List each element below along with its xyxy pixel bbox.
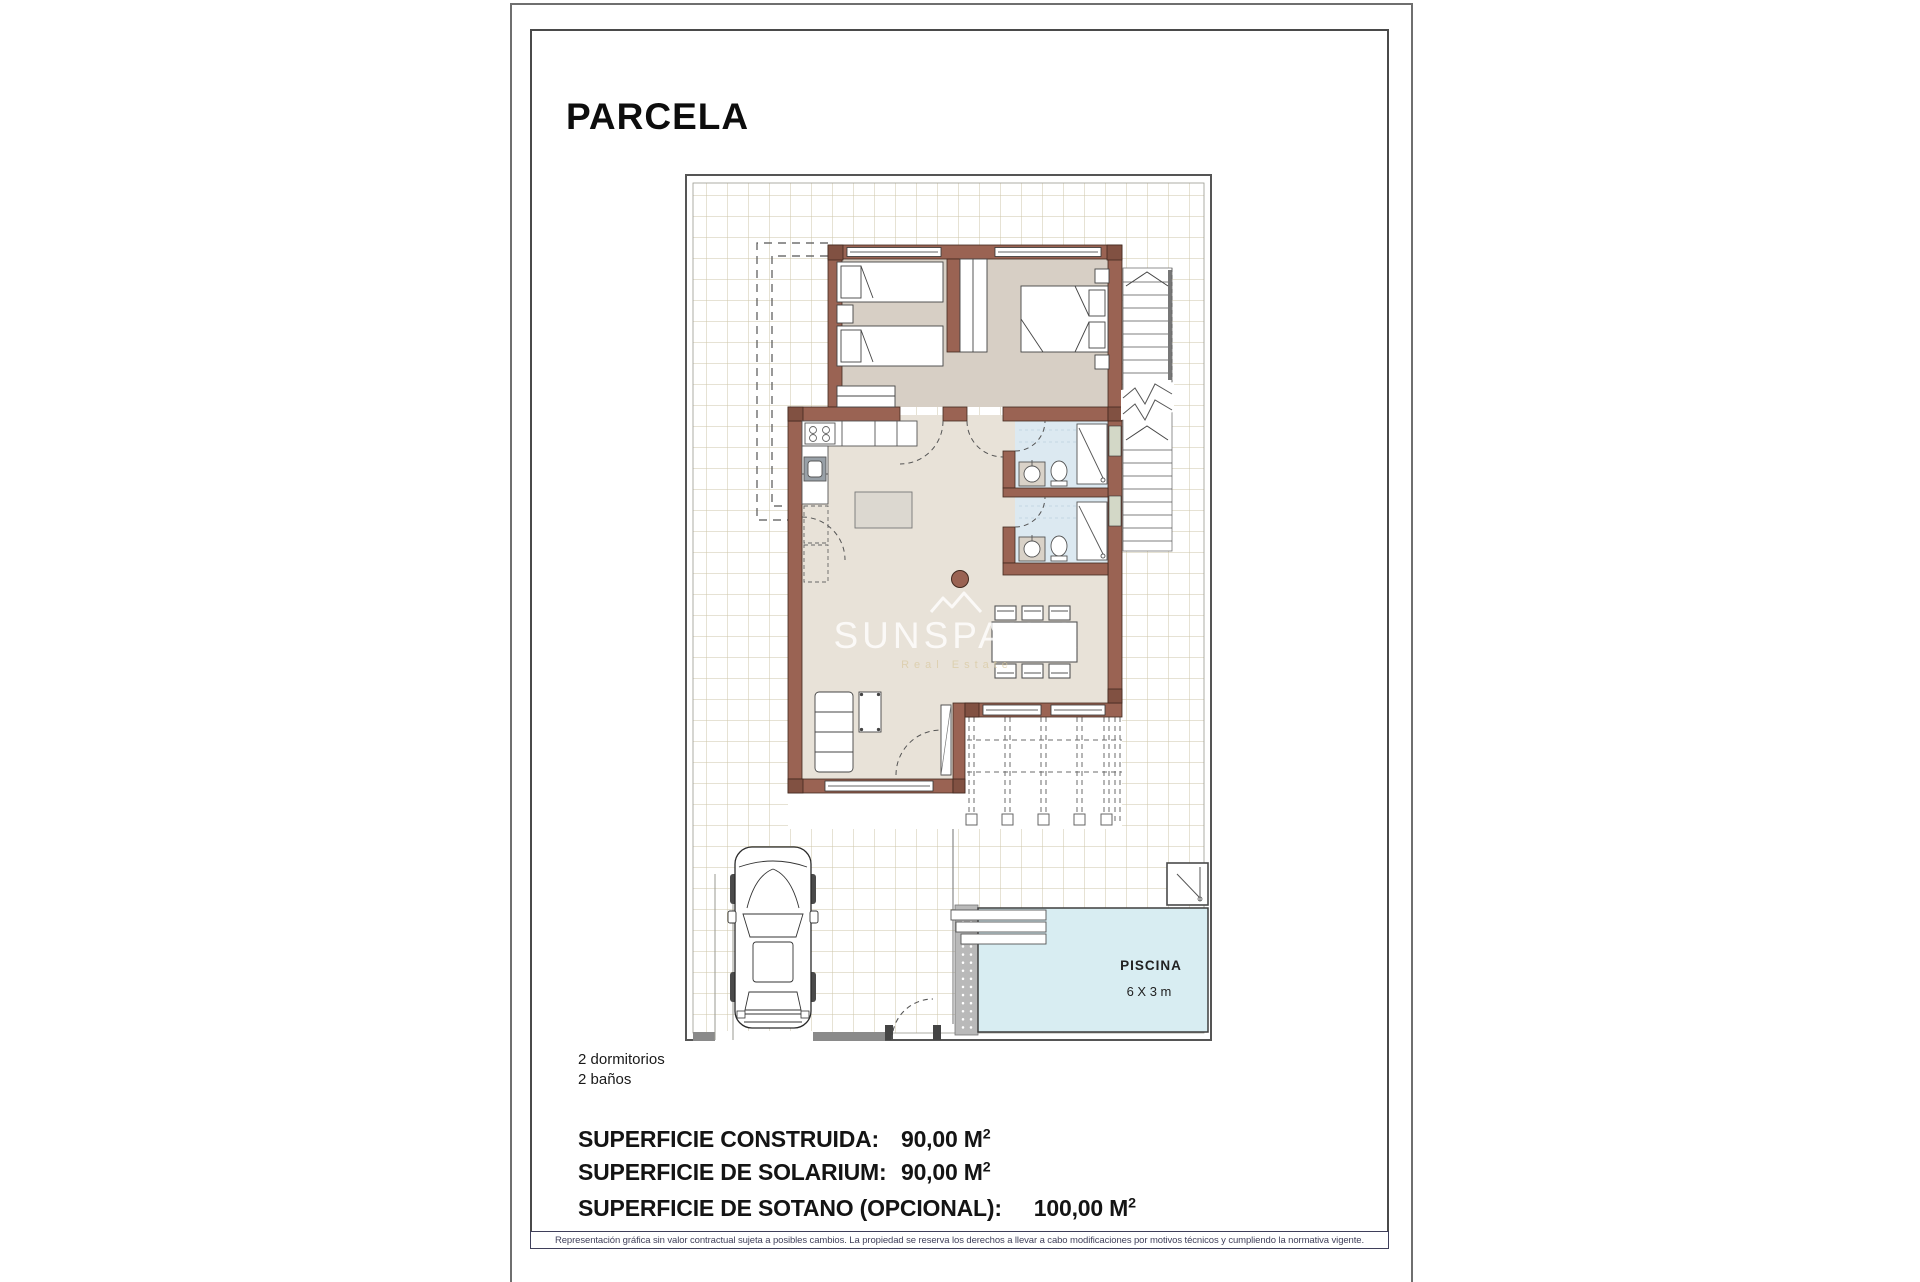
legend-bedrooms: 2 dormitorios [578, 1051, 665, 1068]
terrace [965, 717, 1122, 829]
surface-value: 90,00 [901, 1159, 958, 1185]
page-title: PARCELA [566, 96, 750, 137]
outdoor-shower [1167, 863, 1208, 905]
rug-table [855, 492, 912, 528]
car-top-view [728, 847, 818, 1028]
surface-row [578, 1126, 1136, 1159]
surface-label: SUPERFICIE DE SOLARIUM: [578, 1159, 887, 1185]
surface-label: SUPERFICIE CONSTRUIDA: [578, 1126, 880, 1152]
legend-bathrooms: 2 baños [578, 1071, 632, 1088]
watermark-tagline: Real Estate [901, 659, 1013, 671]
stairs [1121, 268, 1174, 551]
surface-unit: $M^2$ [963, 1159, 991, 1185]
surface-unit: $M^2$ [1109, 1195, 1136, 1221]
pool-dimensions: 6 X 3 m [1126, 984, 1172, 999]
surface-areas [578, 1126, 1136, 1228]
surface-row [578, 1195, 1136, 1228]
surface-unit: $M^2$ [963, 1126, 991, 1152]
watermark-brand: SUNSPANIA [833, 615, 1081, 656]
surface-label: SUPERFICIE DE SOTANO (OPCIONAL): [578, 1195, 1002, 1221]
site-plan-drawing [685, 174, 1212, 1041]
pool-label: PISCINA [1120, 958, 1182, 973]
surface-value: 90,00 [901, 1126, 958, 1152]
surface-row [578, 1159, 1136, 1192]
plan-legend [578, 1050, 665, 1090]
surface-value: 100,00 [1033, 1195, 1103, 1221]
pool-steps [951, 910, 1046, 944]
column [952, 571, 969, 588]
disclaimer-bar: Representación gráfica sin valor contractual sujeta a posibles cambios. La propiedad se reserva los derechos a llevar a cabo modificaciones por motivos técnicos y cumpliendo la normativa vigente. [530, 1231, 1389, 1249]
entry-door [941, 705, 951, 775]
